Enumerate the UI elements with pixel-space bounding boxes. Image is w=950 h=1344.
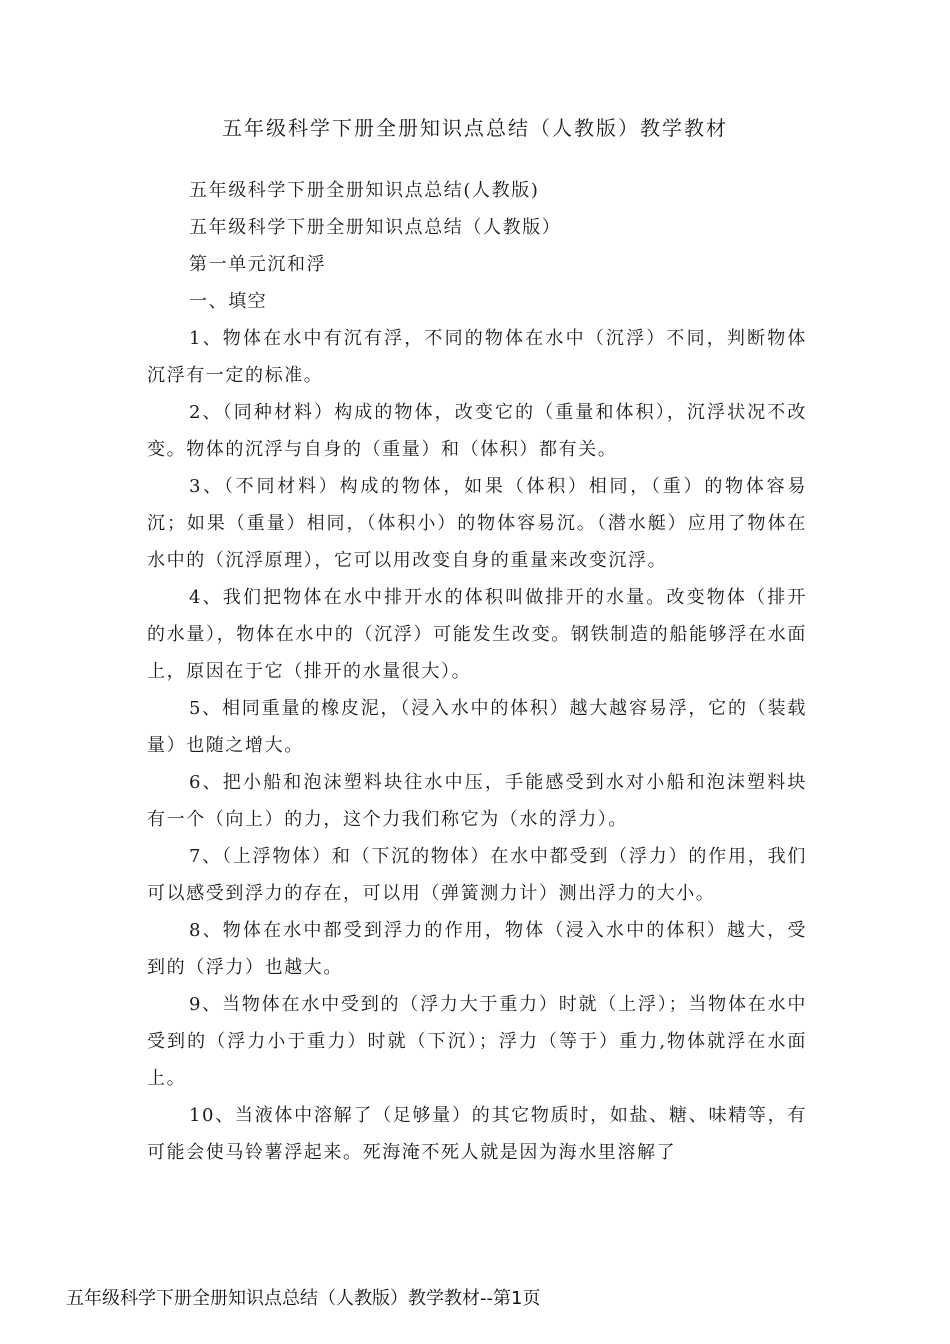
paragraph-item-9: 9、当物体在水中受到的（浮力大于重力）时就（上浮）；当物体在水中受到的（浮力小于重力）时就（下沉）；浮力（等于）重力,物体就浮在水面上。 <box>147 994 807 1089</box>
unit-heading: 第一单元沉和浮 <box>189 254 327 275</box>
document-title: 五年级科学下册全册知识点总结（人教版）教学教材 <box>222 116 728 140</box>
paragraph-item-3: 3、（不同材料）构成的物体，如果（体积）相同，（重）的物体容易沉；如果（重量）相同，（体积小）的物体容易沉。（潜水艇）应用了物体在水中的（沉浮原理），它可以用改变自身的重量来改变沉浮。 <box>147 476 807 571</box>
paragraph-item-5: 5、相同重量的橡皮泥，（浸入水中的体积）越大越容易浮，它的（装载量）也随之增大。 <box>147 698 807 756</box>
paragraph-item-4: 4、我们把物体在水中排开水的体积叫做排开的水量。改变物体（排开的水量），物体在水中的（沉浮）可能发生改变。钢铁制造的船能够浮在水面上，原因在于它（排开的水量很大）。 <box>147 587 807 682</box>
section-heading: 一、填空 <box>189 291 268 312</box>
page-footer: 五年级科学下册全册知识点总结（人教版）教学教材--第1页 <box>66 1288 541 1309</box>
paragraph-item-6: 6、把小船和泡沫塑料块往水中压，手能感受到水对小船和泡沫塑料块有一个（向上）的力，这个力我们称它为（水的浮力）。 <box>147 772 807 830</box>
paragraph-item-10: 10、当液体中溶解了（足够量）的其它物质时，如盐、糖、味精等，有可能会使马铃薯浮起来。死海淹不死人就是因为海水里溶解了 <box>147 1105 807 1163</box>
paragraph-item-7: 7、（上浮物体）和（下沉的物体）在水中都受到（浮力）的作用，我们可以感受到浮力的存在，可以用（弹簧测力计）测出浮力的大小。 <box>147 846 807 904</box>
document-body <box>147 172 807 1171</box>
paragraph-item-8: 8、物体在水中都受到浮力的作用，物体（浸入水中的体积）越大，受到的（浮力）也越大。 <box>147 920 807 978</box>
paragraph-subtitle-2: 五年级科学下册全册知识点总结（人教版） <box>189 217 562 238</box>
paragraph-subtitle-1: 五年级科学下册全册知识点总结(人教版) <box>189 180 540 201</box>
paragraph-item-1: 1、物体在水中有沉有浮，不同的物体在水中（沉浮）不同，判断物体沉浮有一定的标准。 <box>147 328 807 386</box>
paragraph-item-2: 2、（同种材料）构成的物体，改变它的（重量和体积），沉浮状况不改变。物体的沉浮与自身的（重量）和（体积）都有关。 <box>147 402 807 460</box>
